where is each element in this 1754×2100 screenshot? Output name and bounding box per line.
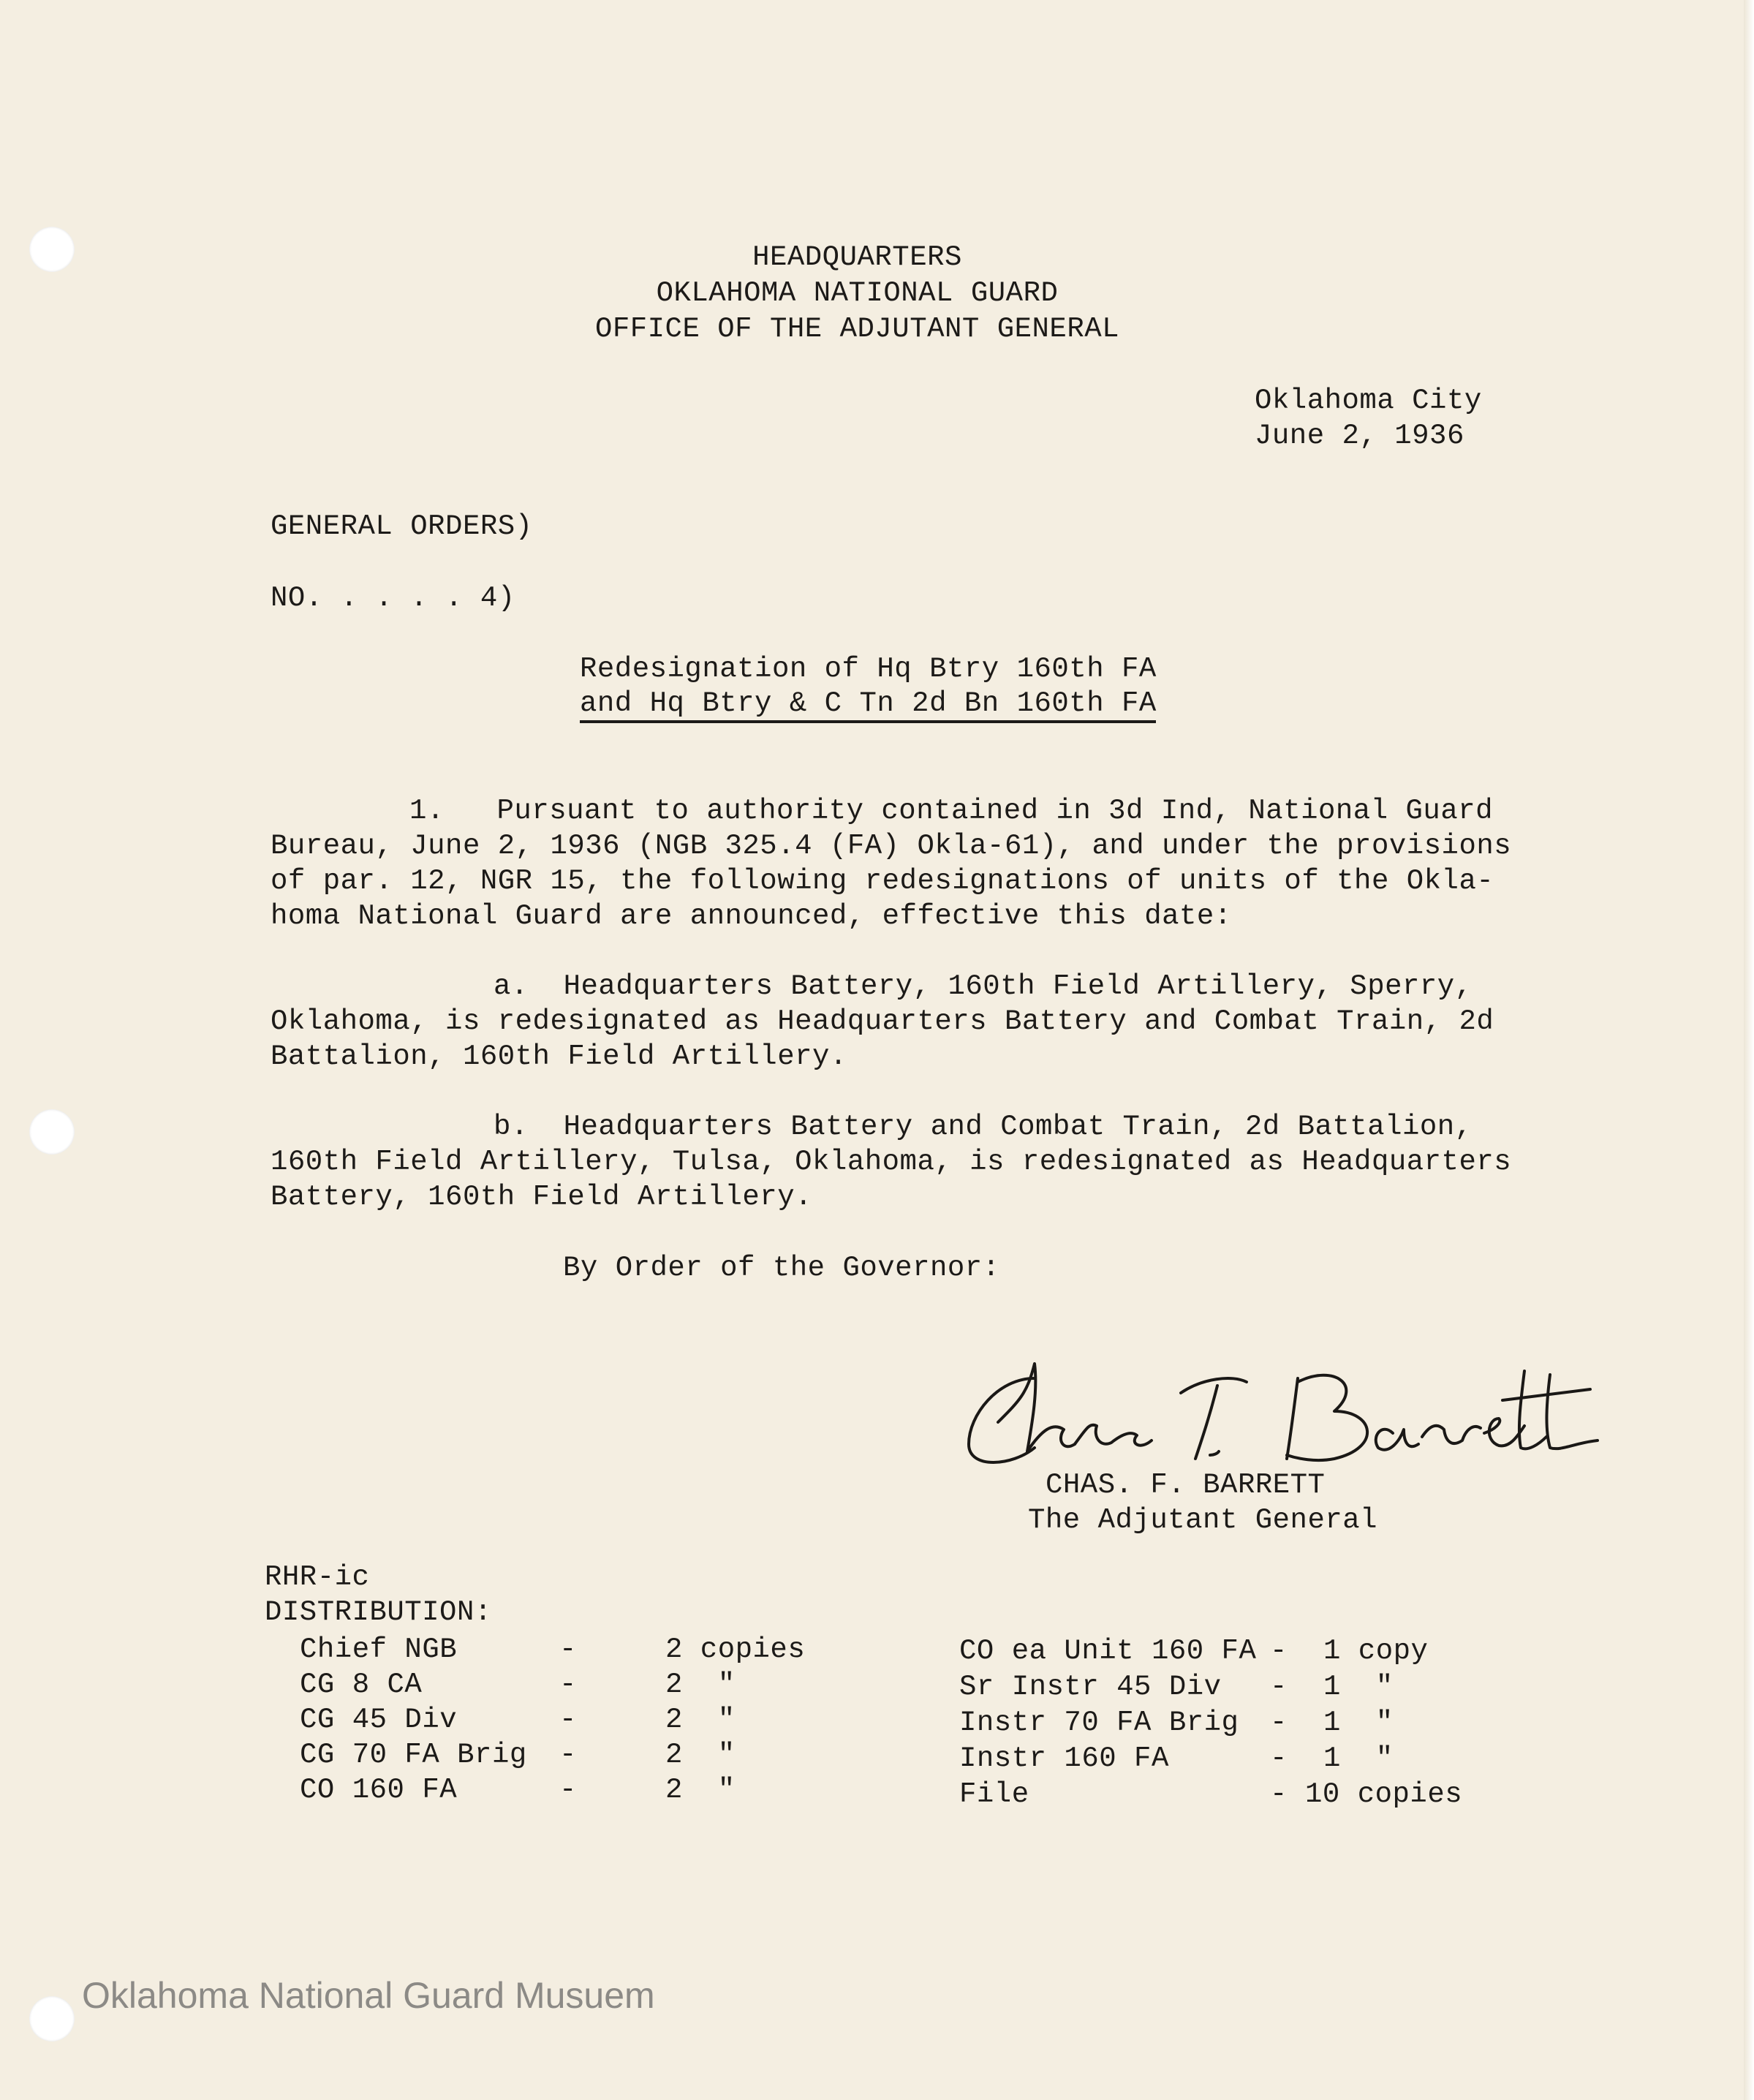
dist-left-dash-4: - xyxy=(559,1739,577,1771)
para1-line-4: homa National Guard are announced, effective this date: xyxy=(271,900,1232,932)
dist-right-qty-2: 1 " xyxy=(1323,1671,1394,1703)
punch-hole-top xyxy=(29,227,75,272)
dist-right-qty-1: 1 copy xyxy=(1323,1635,1429,1667)
dist-left-qty-4: 2 " xyxy=(665,1739,736,1771)
dist-right-qty-3: 1 " xyxy=(1323,1707,1394,1739)
header-line-2: OKLAHOMA NATIONAL GUARD xyxy=(656,277,1059,309)
punch-hole-bottom xyxy=(29,1996,75,2042)
punch-hole-middle xyxy=(29,1109,75,1155)
dist-left-unit-1: Chief NGB xyxy=(300,1633,458,1666)
dist-left-qty-1: 2 copies xyxy=(665,1633,806,1666)
dist-right-dash-1: - xyxy=(1270,1635,1288,1667)
subject-underline xyxy=(580,720,1156,723)
dist-left-unit-2: CG 8 CA xyxy=(300,1669,423,1701)
para-b-line-2: 160th Field Artillery, Tulsa, Oklahoma, is redesignated as Headquarters xyxy=(271,1146,1512,1178)
para-a-line-2: Oklahoma, is redesignated as Headquarters Battery and Combat Train, 2d xyxy=(271,1005,1494,1038)
general-orders-label: GENERAL ORDERS) xyxy=(271,510,533,543)
dist-right-unit-4: Instr 160 FA xyxy=(959,1742,1169,1775)
museum-watermark: Oklahoma National Guard Musuem xyxy=(82,1975,655,2016)
para-b-line-3: Battery, 160th Field Artillery. xyxy=(271,1181,813,1213)
para-b-line-1: b. Headquarters Battery and Combat Train, 2d Battalion, xyxy=(494,1111,1473,1143)
reference-initials: RHR-ic xyxy=(265,1561,370,1593)
order-number: NO. . . . . 4) xyxy=(271,582,515,614)
by-order-line: By Order of the Governor: xyxy=(563,1252,1000,1284)
subject-line-2: and Hq Btry & C Tn 2d Bn 160th FA xyxy=(580,687,1157,719)
para1-line-3: of par. 12, NGR 15, the following redesignations of units of the Okla- xyxy=(271,865,1494,897)
para-a-line-1: a. Headquarters Battery, 160th Field Artillery, Sperry, xyxy=(494,970,1473,1002)
dist-right-unit-1: CO ea Unit 160 FA xyxy=(959,1635,1257,1667)
signer-title: The Adjutant General xyxy=(1028,1504,1378,1536)
dist-left-unit-3: CG 45 Div xyxy=(300,1704,458,1736)
handwritten-signature xyxy=(954,1349,1612,1473)
order-date: June 2, 1936 xyxy=(1255,420,1464,452)
subject-line-1: Redesignation of Hq Btry 160th FA xyxy=(580,653,1157,685)
header-line-1: HEADQUARTERS xyxy=(752,241,962,273)
dist-right-dash-2: - xyxy=(1270,1671,1288,1703)
dist-left-dash-5: - xyxy=(559,1774,577,1806)
place-city: Oklahoma City xyxy=(1255,385,1482,417)
signer-name: CHAS. F. BARRETT xyxy=(1046,1469,1326,1501)
dist-right-qty-4: 1 " xyxy=(1323,1742,1394,1775)
dist-left-dash-3: - xyxy=(559,1704,577,1736)
dist-right-dash-4: - xyxy=(1270,1742,1288,1775)
dist-right-dash-5: - xyxy=(1270,1778,1288,1810)
paper-edge xyxy=(1744,0,1754,2100)
para1-line-2: Bureau, June 2, 1936 (NGB 325.4 (FA) Okla-61), and under the provisions xyxy=(271,830,1512,862)
dist-left-qty-5: 2 " xyxy=(665,1774,736,1806)
para-a-line-3: Battalion, 160th Field Artillery. xyxy=(271,1040,847,1073)
dist-right-unit-5: File xyxy=(959,1778,1029,1810)
dist-right-dash-3: - xyxy=(1270,1707,1288,1739)
distribution-label: DISTRIBUTION: xyxy=(265,1596,492,1628)
dist-left-qty-2: 2 " xyxy=(665,1669,736,1701)
dist-right-unit-3: Instr 70 FA Brig xyxy=(959,1707,1239,1739)
dist-right-qty-5: 10 copies xyxy=(1305,1778,1463,1810)
dist-left-dash-1: - xyxy=(559,1633,577,1666)
para1-line-1: 1. Pursuant to authority contained in 3d Ind, National Guard xyxy=(409,795,1494,827)
dist-left-dash-2: - xyxy=(559,1669,577,1701)
dist-left-unit-5: CO 160 FA xyxy=(300,1774,458,1806)
dist-left-unit-4: CG 70 FA Brig xyxy=(300,1739,527,1771)
dist-left-qty-3: 2 " xyxy=(665,1704,736,1736)
dist-right-unit-2: Sr Instr 45 Div xyxy=(959,1671,1222,1703)
header-line-3: OFFICE OF THE ADJUTANT GENERAL xyxy=(594,313,1120,345)
